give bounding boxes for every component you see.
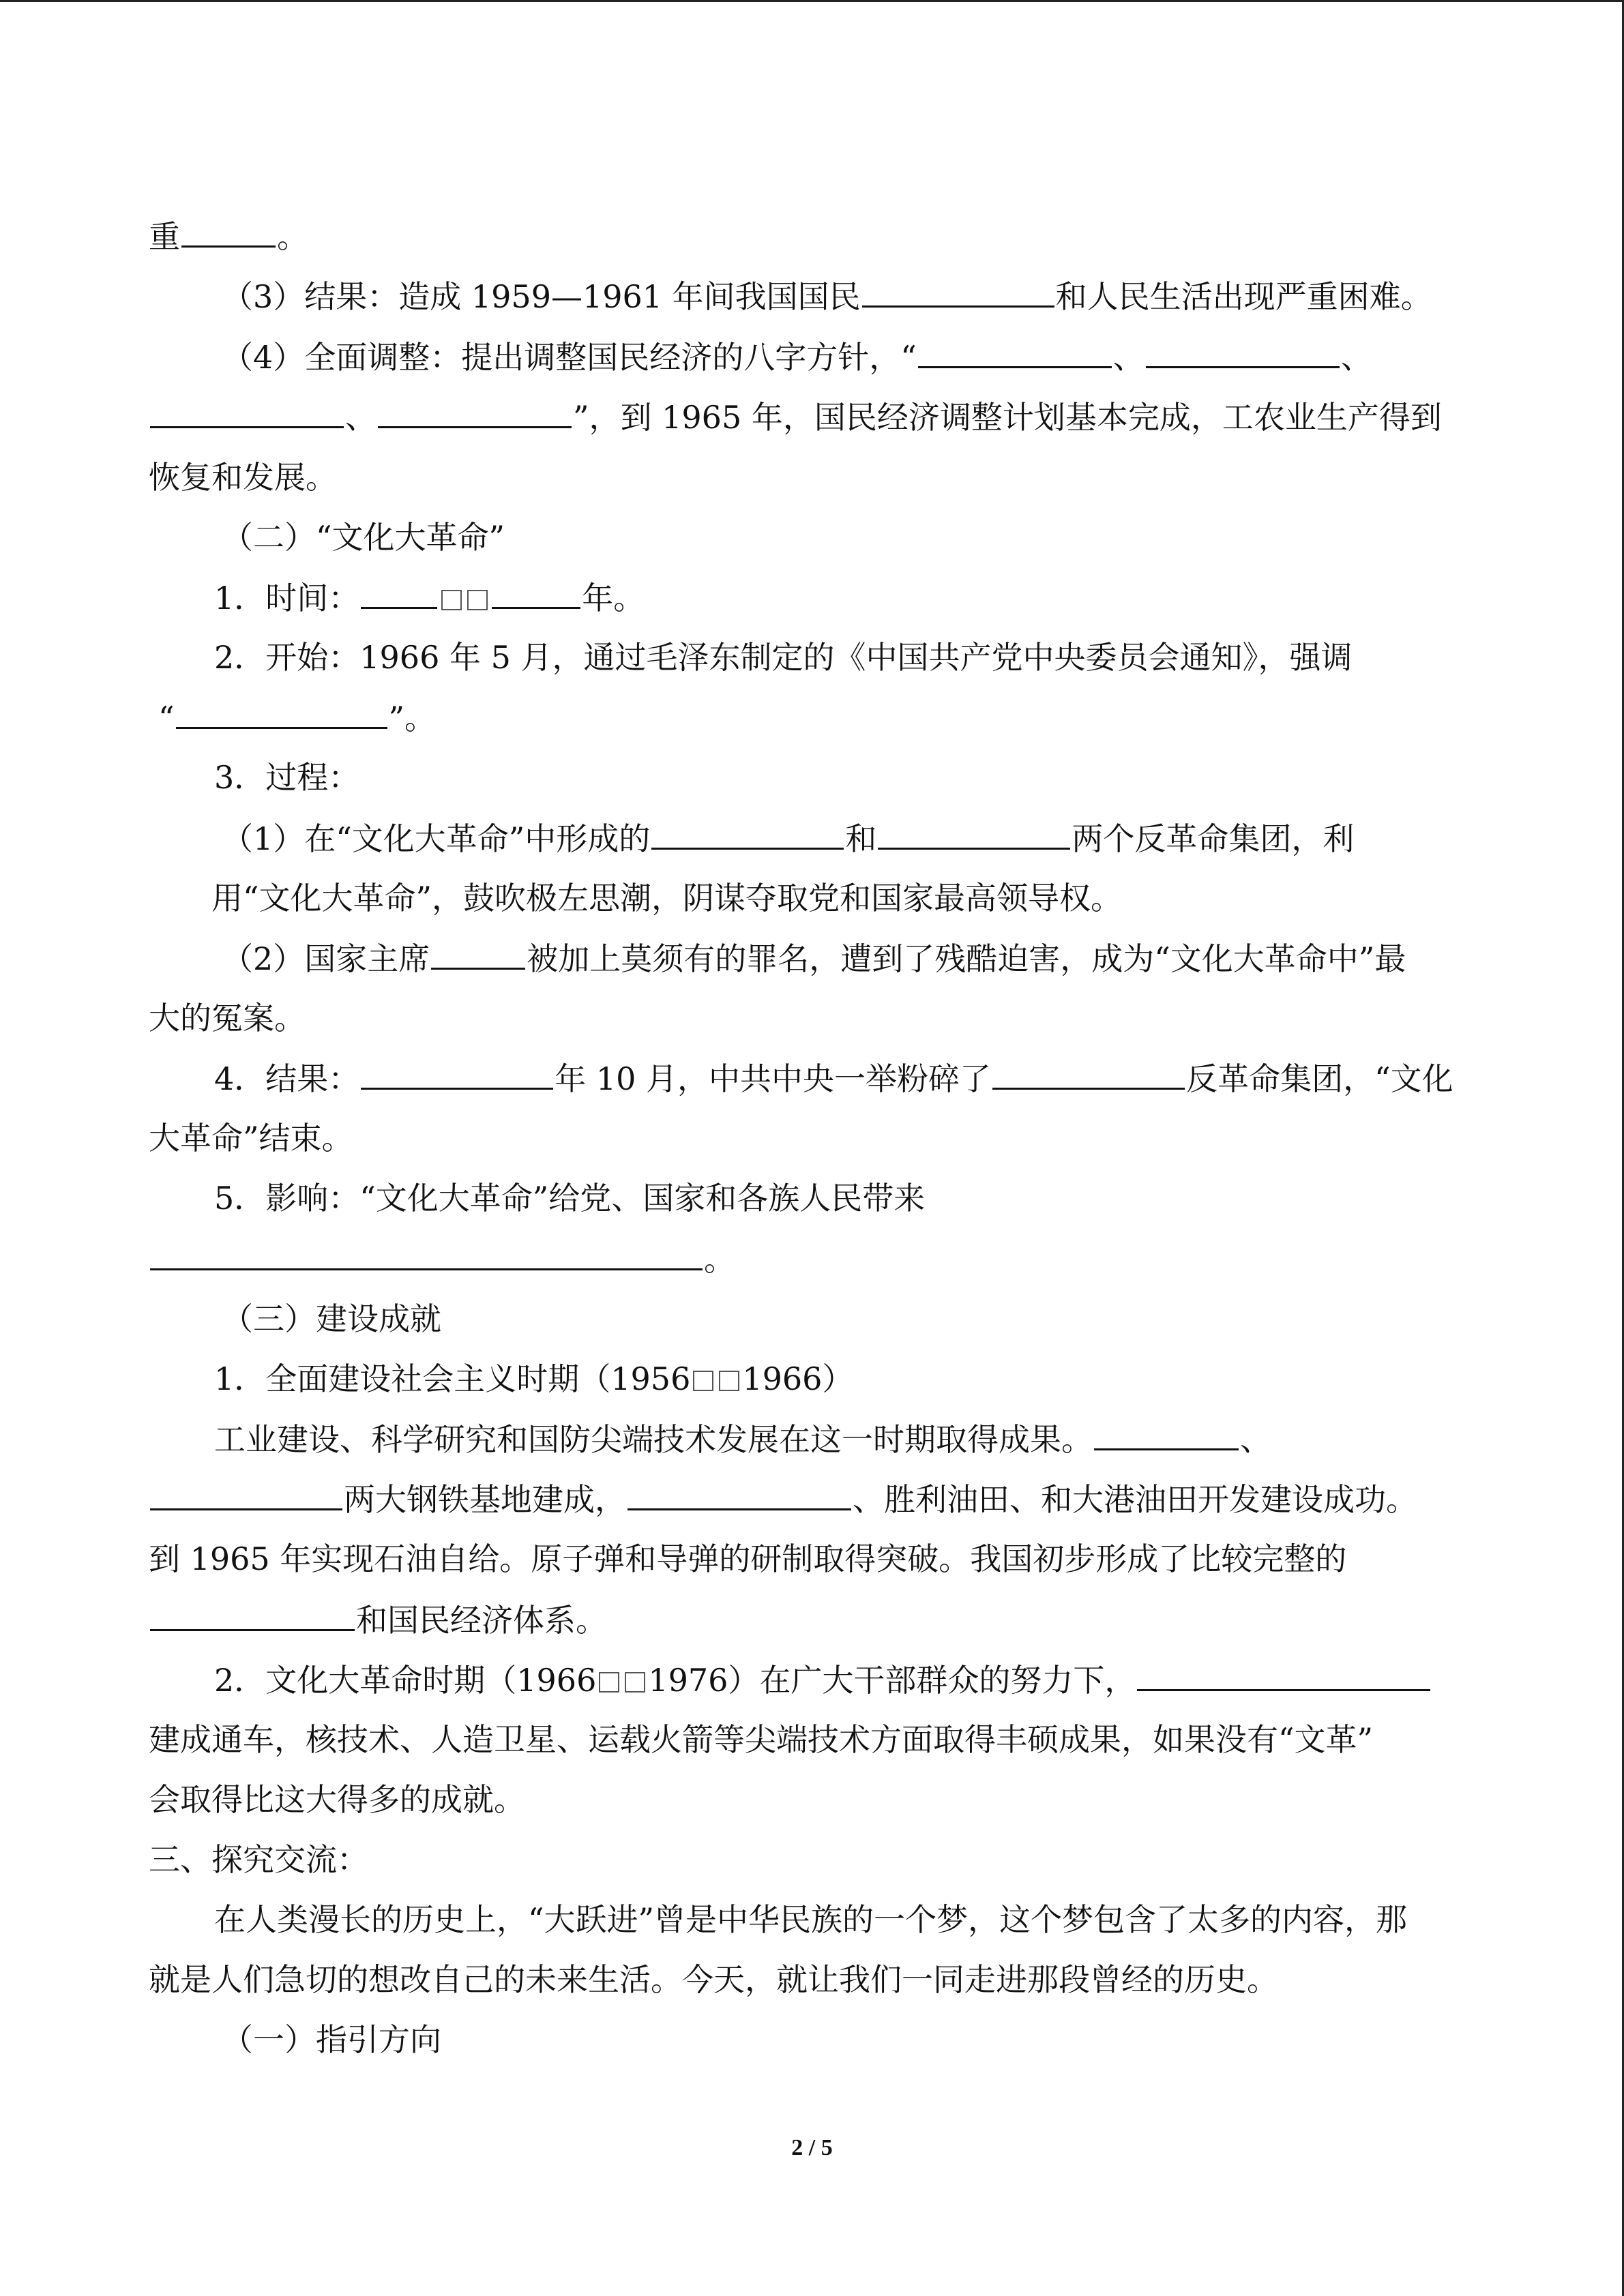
text-line: 、 ”，到 1965 年，国民经济调整计划基本完成，工农业生产得到: [149, 396, 1442, 437]
text-line: （1）在“文化大革命”中形成的 和 两个反革命集团，利: [222, 818, 1354, 859]
answer-blank[interactable]: [992, 1058, 1185, 1090]
text-line: 和国民经济体系。: [149, 1599, 607, 1640]
answer-blank[interactable]: [492, 577, 580, 609]
text-line: 大革命”结束。: [149, 1120, 353, 1157]
box-glyph: [719, 1371, 739, 1391]
text-line: “ ”。: [158, 697, 436, 738]
text-line: 在人类漫长的历史上，“大跃进”曾是中华民族的一个梦，这个梦包含了太多的内容，那: [214, 1901, 1408, 1938]
text-line: 5．影响：“文化大革命”给党、国家和各族人民带来: [214, 1180, 926, 1217]
text-line: 重 。: [149, 215, 308, 256]
answer-blank[interactable]: [1137, 1659, 1430, 1691]
text-line: 1．全面建设社会主义时期（1956 1966）: [214, 1360, 854, 1397]
text-line: 用“文化大革命”，鼓吹极左思潮，阴谋夺取党和国家最高领导权。: [211, 880, 1123, 916]
box-glyph: [599, 1672, 619, 1693]
text-line: 建成通车，核技术、人造卫星、运载火箭等尖端技术方面取得丰硕成果，如果没有“文革”: [149, 1721, 1374, 1758]
text-line: 就是人们急切的想改自己的未来生活。今天，就让我们一同走进那段曾经的历史。: [149, 1961, 1278, 1998]
text-line: 会取得比这大得多的成就。: [149, 1781, 525, 1818]
answer-blank[interactable]: [918, 336, 1112, 368]
answer-blank[interactable]: [150, 1238, 703, 1270]
text-line: 大的冤案。: [149, 1000, 306, 1037]
section-heading: 三、探究交流：: [149, 1841, 368, 1878]
answer-blank[interactable]: [176, 697, 387, 729]
box-glyph: [693, 1371, 713, 1391]
answer-blank[interactable]: [1094, 1418, 1239, 1450]
answer-blank[interactable]: [361, 577, 437, 609]
text-line: （2）国家主席 被加上莫须有的罪名，遭到了残酷迫害，成为“文化大革命中”最: [222, 938, 1406, 979]
text-line: 恢复和发展。: [149, 459, 337, 496]
answer-blank[interactable]: [150, 1478, 342, 1510]
answer-blank[interactable]: [878, 818, 1070, 850]
answer-blank[interactable]: [651, 818, 844, 850]
box-glyph: [625, 1672, 645, 1693]
answer-blank[interactable]: [431, 938, 525, 970]
page-border-top: [0, 0, 1624, 2]
section-heading: （三）建设成就: [222, 1300, 441, 1337]
text-line: 3．过程：: [214, 759, 360, 796]
section-heading: （二）“文化大革命”: [222, 519, 505, 556]
text-line: 工业建设、科学研究和国防尖端技术发展在这一时期取得成果。 、: [214, 1418, 1271, 1459]
box-glyph: [441, 590, 462, 610]
text-line: （4）全面调整：提出调整国民经济的八字方针，“ 、 、: [222, 336, 1372, 377]
text-line: 2．文化大革命时期（1966 1976）在广大干部群众的努力下，: [214, 1659, 1432, 1700]
answer-blank[interactable]: [628, 1478, 851, 1510]
answer-blank[interactable]: [862, 275, 1054, 308]
answer-blank[interactable]: [361, 1058, 553, 1090]
answer-blank[interactable]: [1146, 336, 1340, 368]
section-heading: （一）指引方向: [222, 2021, 441, 2058]
text-line: 2．开始：1966 年 5 月，通过毛泽东制定的《中国共产党中央委员会通知》，强调: [214, 639, 1353, 676]
text-line: 4．结果： 年 10 月，中共中央一举粉碎了 反革命集团，“文化: [214, 1058, 1453, 1099]
box-glyph: [467, 590, 488, 610]
text-line: 到 1965 年实现石油自给。原子弹和导弹的研制取得突破。我国初步形成了比较完整的: [149, 1540, 1347, 1577]
text-line: 。: [149, 1238, 735, 1279]
answer-blank[interactable]: [150, 396, 344, 428]
text-line: （3）结果：造成 1959—1961 年间我国国民 和人民生活出现严重困难。: [222, 275, 1432, 316]
answer-blank[interactable]: [181, 215, 276, 248]
text-line: 1．时间： 年。: [214, 577, 645, 618]
answer-blank[interactable]: [378, 396, 572, 428]
text-line: 两大钢铁基地建成， 、胜利油田、和大港油田开发建设成功。: [149, 1478, 1417, 1519]
page-number: 2 / 5: [791, 2135, 833, 2160]
answer-blank[interactable]: [150, 1599, 355, 1631]
